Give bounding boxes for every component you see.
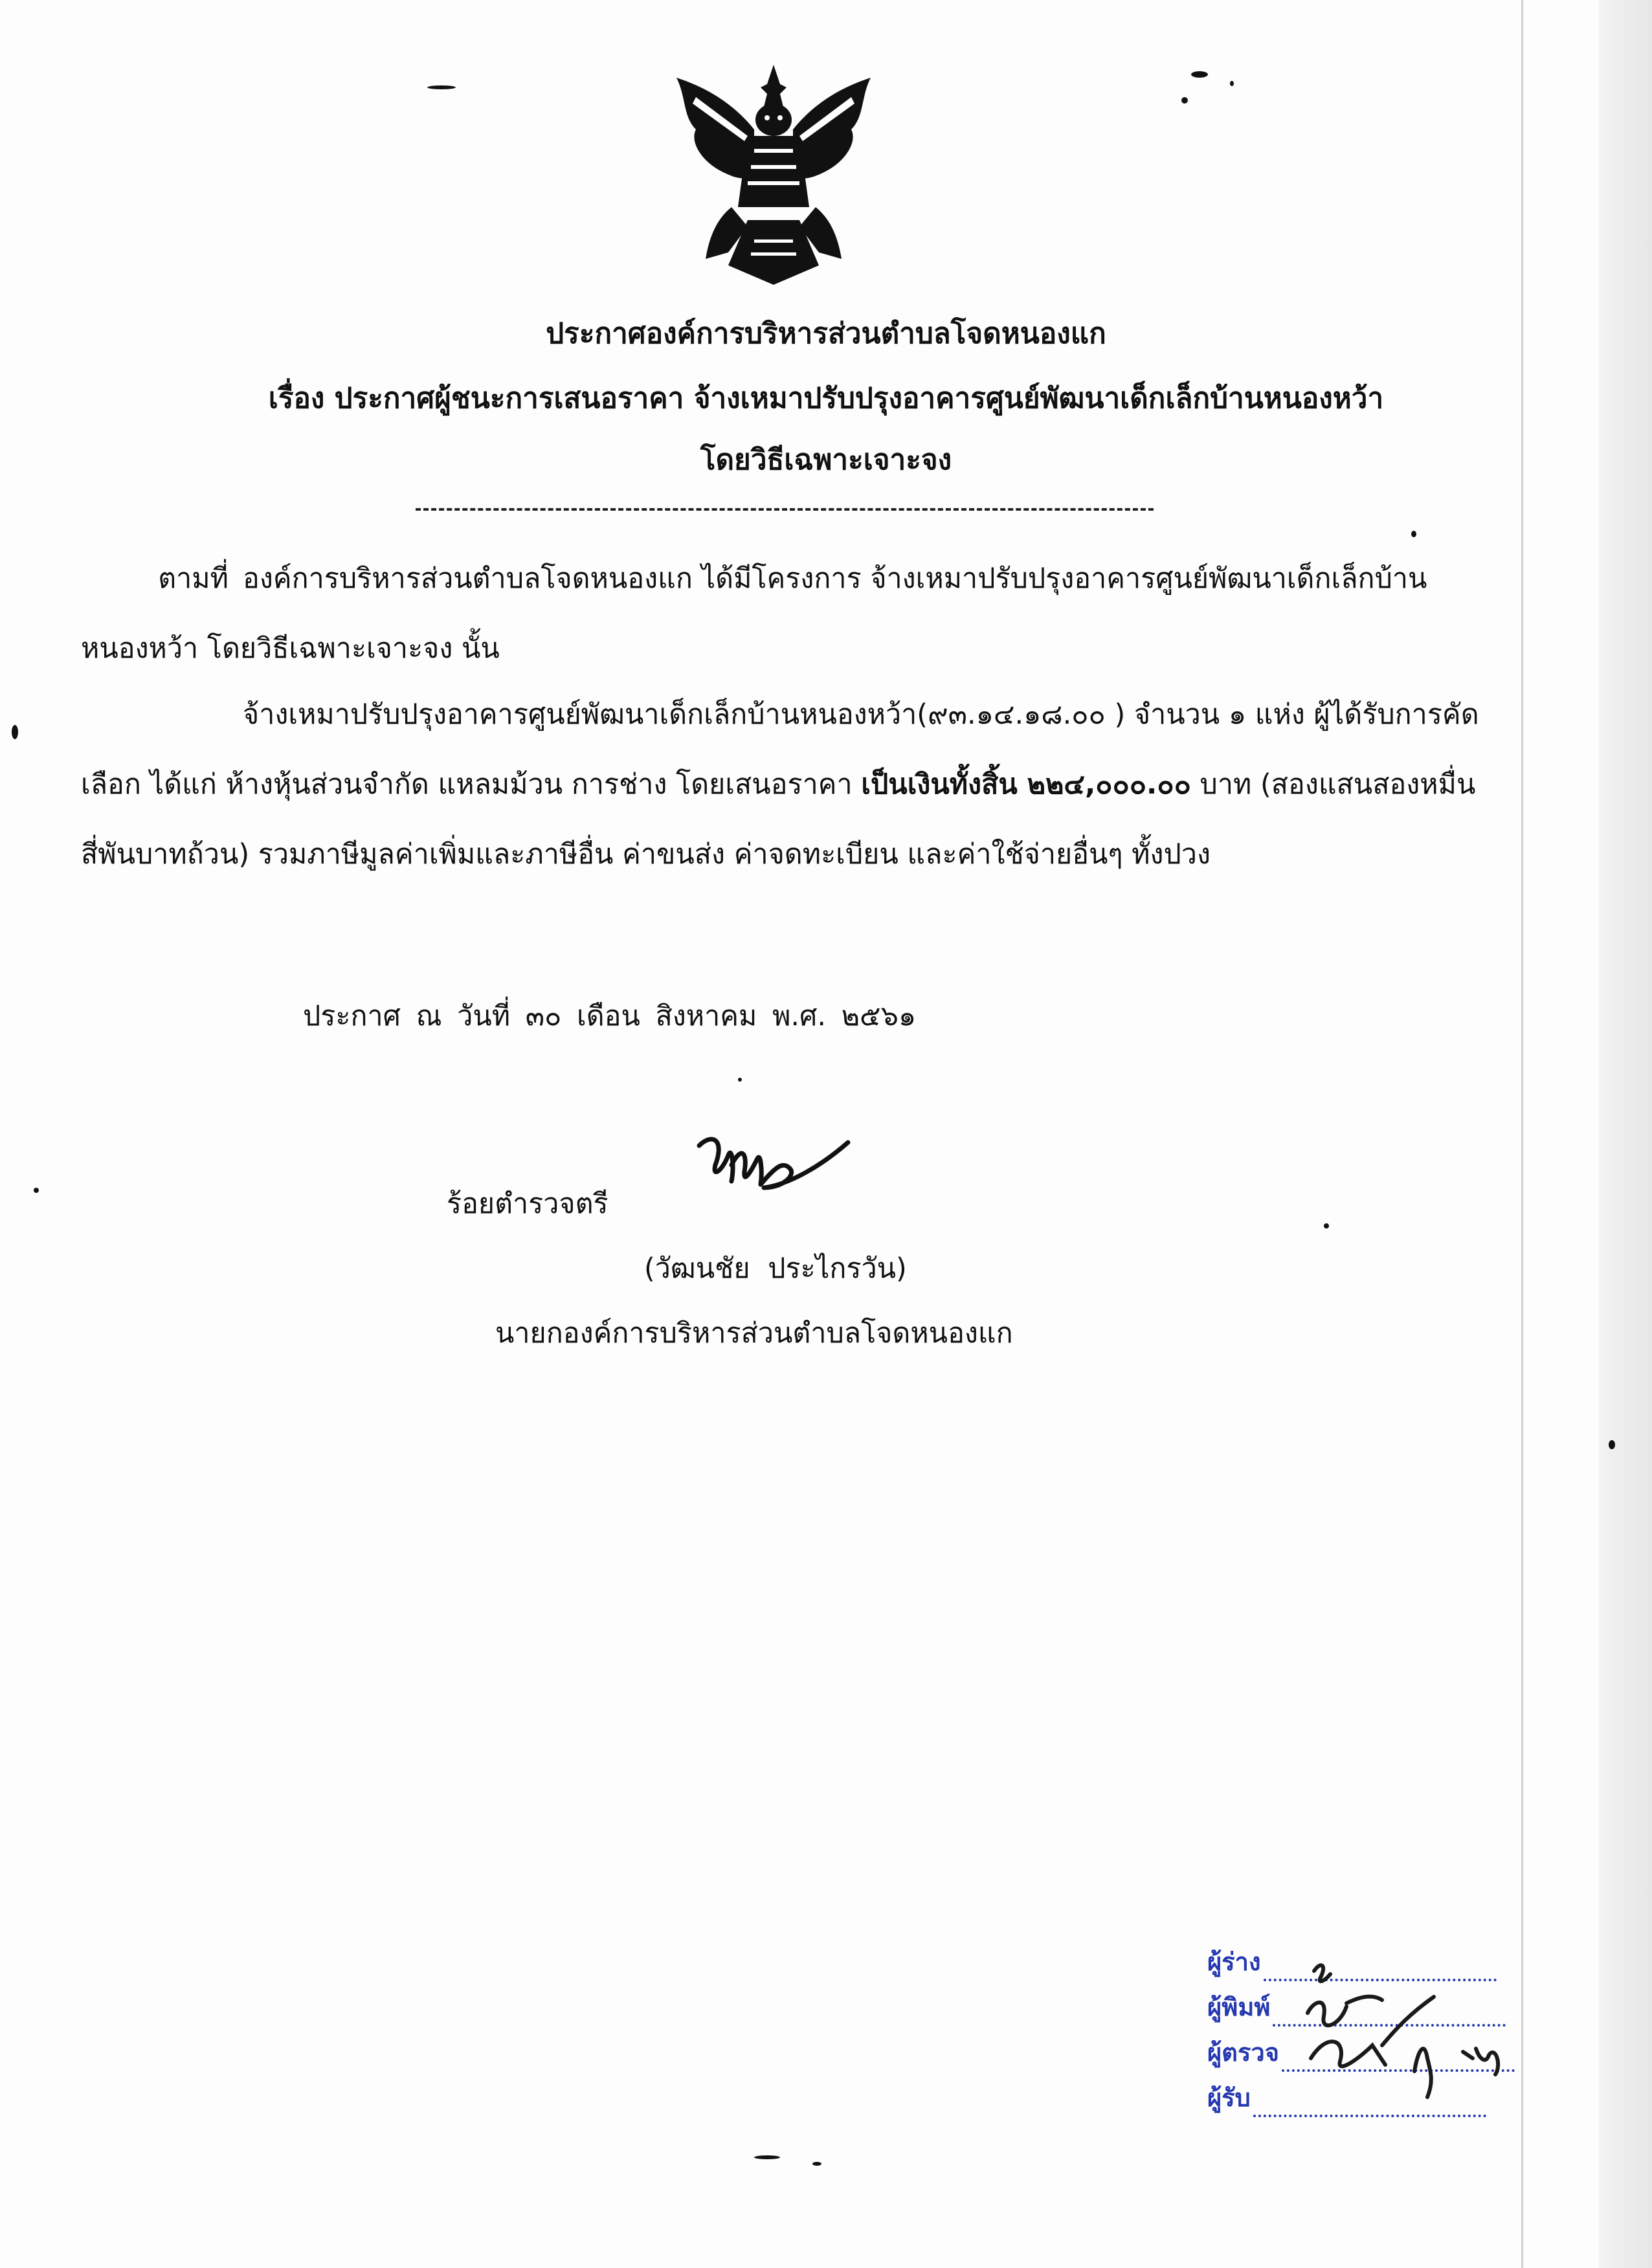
paragraph-lead: ตามที่ bbox=[158, 562, 229, 595]
announcement-date: ประกาศ ณ วันที่ ๓๐ เดือน สิงหาคม พ.ศ. ๒๕๖๑ bbox=[303, 1000, 917, 1032]
announcement-subject: เรื่อง ประกาศผู้ชนะการเสนอราคา จ้างเหมาปรับปรุงอาคารศูนย์พัฒนาเด็กเล็กบ้านหนองหว้า bbox=[268, 382, 1384, 415]
scan-artifact bbox=[738, 1078, 742, 1082]
scan-artifact bbox=[1411, 531, 1416, 537]
stamp-receiver-label: ผู้รับ bbox=[1207, 2084, 1251, 2112]
scan-artifact bbox=[12, 725, 18, 739]
scan-artifact bbox=[1191, 71, 1208, 78]
stamp-typist-label: ผู้พิมพ์ bbox=[1207, 1993, 1271, 2021]
scan-artifact bbox=[1230, 81, 1234, 86]
stamp-checker-label: ผู้ตรวจ bbox=[1207, 2038, 1279, 2067]
paragraph-award bbox=[81, 680, 1492, 889]
scan-artifact bbox=[812, 2162, 821, 2166]
handwritten-initials-icon bbox=[1301, 1935, 1547, 2129]
signature-icon bbox=[686, 1126, 854, 1210]
award-text: จ้างเหมาปรับปรุงอาคารศูนย์พัฒนาเด็กเล็กบ้านหนองหว้า(๙๓.๑๔.๑๘.๐๐ ) จำนวน ๑ แห่ง ผู้ได้รับการคัดเลือก ได้แก่ ห้างหุ้นส่วนจำกัด แหลมม้วน การช่าง โดยเสนอราคา bbox=[81, 698, 1479, 801]
scan-artifact bbox=[34, 1188, 39, 1193]
dashed-divider bbox=[416, 508, 1154, 511]
scan-artifact bbox=[1609, 1440, 1615, 1449]
garuda-emblem-icon bbox=[670, 58, 877, 291]
announcement-title: ประกาศองค์การบริหารส่วนตำบลโจดหนองแก bbox=[546, 317, 1106, 350]
scan-artifact bbox=[1324, 1223, 1329, 1228]
stamp-drafter-label: ผู้ร่าง bbox=[1207, 1948, 1261, 1976]
signatory-name: (วัฒนชัย ประไกรวัน) bbox=[644, 1252, 907, 1285]
signatory-position: นายกองค์การบริหารส่วนตำบลโจดหนองแก bbox=[495, 1317, 1013, 1350]
award-amount: เป็นเงินทั้งสิ้น ๒๒๔,๐๐๐.๐๐ bbox=[861, 768, 1191, 801]
signatory-rank: ร้อยตำรวจตรี bbox=[447, 1188, 608, 1220]
procurement-method: โดยวิธีเฉพาะเจาะจง bbox=[700, 443, 952, 476]
paragraph-background bbox=[81, 544, 1492, 684]
scan-artifact bbox=[754, 2155, 780, 2159]
award-tail: บาท (สองแสนสองหมื่นสี่พันบาทถ้วน) รวมภาษีมูลค่าเพิ่มและภาษีอื่น ค่าขนส่ง ค่าจดทะเบียน และค่าใช้จ่ายอื่นๆ ทั้งปวง bbox=[81, 768, 1476, 871]
scan-artifact bbox=[1181, 97, 1188, 104]
paragraph-text: องค์การบริหารส่วนตำบลโจดหนองแก ได้มีโครงการ จ้างเหมาปรับปรุงอาคารศูนย์พัฒนาเด็กเล็กบ้านหนองหว้า โดยวิธีเฉพาะเจาะจง นั้น bbox=[81, 562, 1427, 665]
scan-artifact bbox=[427, 85, 456, 89]
